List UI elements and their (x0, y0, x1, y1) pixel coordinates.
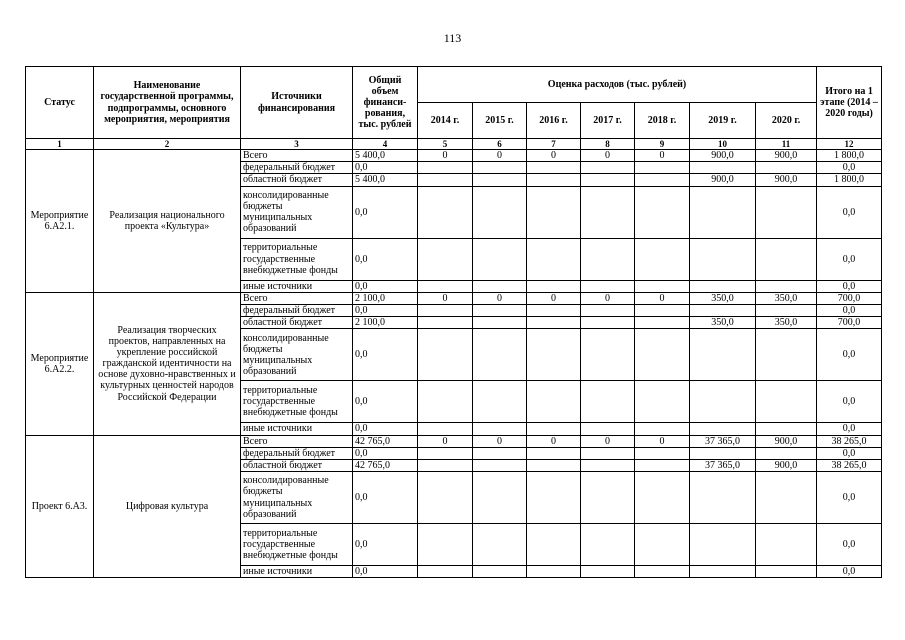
total-volume-cell: 0,0 (353, 238, 418, 280)
total-volume-cell: 0,0 (353, 423, 418, 435)
year-value-cell (418, 238, 473, 280)
stage-total-cell: 1 800,0 (817, 150, 882, 162)
source-cell: областной бюджет (241, 174, 353, 186)
total-volume-cell: 0,0 (353, 329, 418, 381)
source-cell: федеральный бюджет (241, 447, 353, 459)
column-number: 8 (581, 139, 635, 150)
total-volume-cell: 5 400,0 (353, 174, 418, 186)
year-value-cell (581, 447, 635, 459)
total-volume-cell: 0,0 (353, 524, 418, 566)
header-sources: Источники финансирования (241, 67, 353, 139)
total-volume-cell: 42 765,0 (353, 435, 418, 447)
year-value-cell (527, 280, 581, 292)
stage-total-cell: 700,0 (817, 292, 882, 304)
column-number: 9 (635, 139, 690, 150)
header-year: 2014 г. (418, 103, 473, 139)
header-stage-total: Итого на 1 этапе (2014 – 2020 годы) (817, 67, 882, 139)
year-value-cell (527, 238, 581, 280)
year-value-cell (581, 524, 635, 566)
column-number: 5 (418, 139, 473, 150)
header-year: 2020 г. (756, 103, 817, 139)
year-value-cell (473, 524, 527, 566)
column-number: 3 (241, 139, 353, 150)
year-value-cell (635, 329, 690, 381)
stage-total-cell: 0,0 (817, 162, 882, 174)
year-value-cell: 0 (635, 292, 690, 304)
year-value-cell (473, 381, 527, 423)
year-value-cell: 0 (527, 292, 581, 304)
year-value-cell (418, 447, 473, 459)
year-value-cell (635, 280, 690, 292)
year-value-cell (527, 162, 581, 174)
column-number: 1 (26, 139, 94, 150)
stage-total-cell: 38 265,0 (817, 435, 882, 447)
year-value-cell: 0 (473, 435, 527, 447)
year-value-cell (418, 186, 473, 238)
year-value-cell (527, 381, 581, 423)
year-value-cell (635, 459, 690, 471)
source-cell: Всего (241, 435, 353, 447)
source-cell: федеральный бюджет (241, 162, 353, 174)
total-volume-cell: 0,0 (353, 162, 418, 174)
year-value-cell (527, 329, 581, 381)
column-number: 2 (94, 139, 241, 150)
year-value-cell (635, 305, 690, 317)
year-value-cell (473, 423, 527, 435)
year-value-cell (635, 381, 690, 423)
column-number: 4 (353, 139, 418, 150)
year-value-cell (418, 566, 473, 578)
year-value-cell (690, 566, 756, 578)
total-volume-cell: 0,0 (353, 381, 418, 423)
header-year: 2019 г. (690, 103, 756, 139)
source-cell: иные источники (241, 566, 353, 578)
table-row (26, 292, 882, 304)
year-value-cell (635, 524, 690, 566)
year-value-cell (527, 566, 581, 578)
column-number: 10 (690, 139, 756, 150)
year-value-cell: 350,0 (690, 317, 756, 329)
year-value-cell (473, 162, 527, 174)
year-value-cell (527, 524, 581, 566)
status-cell: Мероприятие 6.А2.1. (26, 150, 94, 293)
year-value-cell (690, 238, 756, 280)
year-value-cell (581, 186, 635, 238)
year-value-cell (756, 381, 817, 423)
year-value-cell (581, 162, 635, 174)
stage-total-cell: 0,0 (817, 472, 882, 524)
year-value-cell (581, 305, 635, 317)
year-value-cell (527, 423, 581, 435)
column-number: 6 (473, 139, 527, 150)
header-estimate: Оценка расходов (тыс. рублей) (418, 67, 817, 103)
year-value-cell (690, 280, 756, 292)
total-volume-cell: 42 765,0 (353, 459, 418, 471)
year-value-cell (756, 472, 817, 524)
column-number: 7 (527, 139, 581, 150)
year-value-cell (581, 566, 635, 578)
year-value-cell: 900,0 (756, 174, 817, 186)
year-value-cell (418, 459, 473, 471)
header-status: Статус (26, 67, 94, 139)
year-value-cell (635, 162, 690, 174)
year-value-cell (418, 162, 473, 174)
stage-total-cell: 0,0 (817, 329, 882, 381)
year-value-cell: 0 (418, 292, 473, 304)
year-value-cell (473, 329, 527, 381)
total-volume-cell: 0,0 (353, 447, 418, 459)
stage-total-cell: 0,0 (817, 447, 882, 459)
year-value-cell: 350,0 (756, 317, 817, 329)
year-value-cell (690, 186, 756, 238)
source-cell: Всего (241, 292, 353, 304)
year-value-cell (418, 317, 473, 329)
year-value-cell (756, 238, 817, 280)
year-value-cell: 900,0 (756, 435, 817, 447)
year-value-cell (756, 329, 817, 381)
stage-total-cell: 0,0 (817, 423, 882, 435)
total-volume-cell: 0,0 (353, 280, 418, 292)
year-value-cell: 0 (581, 435, 635, 447)
year-value-cell (635, 186, 690, 238)
source-cell: территориальные государственные внебюджетные фонды (241, 381, 353, 423)
year-value-cell (690, 447, 756, 459)
year-value-cell (418, 381, 473, 423)
budget-table (25, 66, 882, 578)
source-cell: федеральный бюджет (241, 305, 353, 317)
total-volume-cell: 0,0 (353, 472, 418, 524)
total-volume-cell: 0,0 (353, 566, 418, 578)
source-cell: консолидированные бюджеты муниципальных образований (241, 329, 353, 381)
header-year: 2017 г. (581, 103, 635, 139)
column-number: 12 (817, 139, 882, 150)
source-cell: консолидированные бюджеты муниципальных образований (241, 472, 353, 524)
year-value-cell (581, 329, 635, 381)
year-value-cell: 350,0 (690, 292, 756, 304)
year-value-cell (473, 459, 527, 471)
year-value-cell (756, 186, 817, 238)
year-value-cell (527, 317, 581, 329)
year-value-cell (756, 162, 817, 174)
program-name-cell: Реализация национального проекта «Культура» (94, 150, 241, 293)
year-value-cell (635, 238, 690, 280)
year-value-cell (418, 305, 473, 317)
source-cell: иные источники (241, 423, 353, 435)
stage-total-cell: 700,0 (817, 317, 882, 329)
year-value-cell (635, 174, 690, 186)
stage-total-cell: 0,0 (817, 238, 882, 280)
header-year: 2018 г. (635, 103, 690, 139)
year-value-cell (418, 423, 473, 435)
year-value-cell: 0 (418, 150, 473, 162)
status-cell: Мероприятие 6.А2.2. (26, 292, 94, 435)
source-cell: консолидированные бюджеты муниципальных образований (241, 186, 353, 238)
year-value-cell (473, 566, 527, 578)
year-value-cell (690, 472, 756, 524)
year-value-cell (756, 447, 817, 459)
total-volume-cell: 0,0 (353, 305, 418, 317)
year-value-cell (581, 280, 635, 292)
year-value-cell (756, 280, 817, 292)
year-value-cell (473, 305, 527, 317)
year-value-cell (635, 317, 690, 329)
year-value-cell (690, 524, 756, 566)
year-value-cell (756, 524, 817, 566)
program-name-cell: Цифровая культура (94, 435, 241, 578)
stage-total-cell: 0,0 (817, 381, 882, 423)
year-value-cell: 0 (473, 292, 527, 304)
year-value-cell: 0 (473, 150, 527, 162)
page-number: 113 (443, 31, 462, 45)
year-value-cell (581, 472, 635, 524)
header-year: 2015 г. (473, 103, 527, 139)
header-year: 2016 г. (527, 103, 581, 139)
year-value-cell (527, 472, 581, 524)
year-value-cell (527, 459, 581, 471)
year-value-cell: 37 365,0 (690, 459, 756, 471)
year-value-cell: 900,0 (756, 150, 817, 162)
year-value-cell (418, 174, 473, 186)
stage-total-cell: 0,0 (817, 186, 882, 238)
stage-total-cell: 0,0 (817, 305, 882, 317)
status-cell: Проект 6.А3. (26, 435, 94, 578)
year-value-cell (418, 472, 473, 524)
year-value-cell (581, 459, 635, 471)
year-value-cell (581, 381, 635, 423)
stage-total-cell: 0,0 (817, 524, 882, 566)
year-value-cell (473, 174, 527, 186)
year-value-cell (635, 566, 690, 578)
table-row (26, 150, 882, 162)
total-volume-cell: 5 400,0 (353, 150, 418, 162)
year-value-cell (581, 317, 635, 329)
year-value-cell (473, 317, 527, 329)
column-number: 11 (756, 139, 817, 150)
source-cell: областной бюджет (241, 459, 353, 471)
budget-body (26, 150, 882, 578)
year-value-cell (473, 238, 527, 280)
year-value-cell (756, 305, 817, 317)
total-volume-cell: 2 100,0 (353, 292, 418, 304)
stage-total-cell: 0,0 (817, 566, 882, 578)
year-value-cell: 0 (418, 435, 473, 447)
total-volume-cell: 0,0 (353, 186, 418, 238)
year-value-cell: 900,0 (690, 150, 756, 162)
column-numbers-row (26, 139, 882, 150)
year-value-cell (581, 174, 635, 186)
year-value-cell (473, 447, 527, 459)
year-value-cell: 0 (581, 150, 635, 162)
year-value-cell (690, 162, 756, 174)
program-name-cell: Реализация творческих проектов, направленных на укрепление российской гражданской идентичности на основе духовно-нравственных и культурных ценностей народов Российской Федерации (94, 292, 241, 435)
year-value-cell: 0 (527, 150, 581, 162)
source-cell: территориальные государственные внебюджетные фонды (241, 524, 353, 566)
year-value-cell: 350,0 (756, 292, 817, 304)
year-value-cell: 0 (635, 150, 690, 162)
year-value-cell (473, 280, 527, 292)
table-row (26, 435, 882, 447)
year-value-cell (635, 447, 690, 459)
year-value-cell (756, 566, 817, 578)
year-value-cell: 900,0 (756, 459, 817, 471)
header-name: Наименование государственной программы, подпрограммы, основного мероприятия, мероприятия (94, 67, 241, 139)
year-value-cell (690, 423, 756, 435)
year-value-cell (418, 329, 473, 381)
year-value-cell (418, 524, 473, 566)
year-value-cell (527, 447, 581, 459)
year-value-cell (635, 472, 690, 524)
year-value-cell (473, 472, 527, 524)
stage-total-cell: 0,0 (817, 280, 882, 292)
year-value-cell: 37 365,0 (690, 435, 756, 447)
source-cell: областной бюджет (241, 317, 353, 329)
year-value-cell: 900,0 (690, 174, 756, 186)
year-value-cell (418, 280, 473, 292)
year-value-cell (527, 186, 581, 238)
year-value-cell (581, 423, 635, 435)
year-value-cell: 0 (527, 435, 581, 447)
source-cell: территориальные государственные внебюджетные фонды (241, 238, 353, 280)
year-value-cell (690, 381, 756, 423)
total-volume-cell: 2 100,0 (353, 317, 418, 329)
year-value-cell (756, 423, 817, 435)
year-value-cell (581, 238, 635, 280)
stage-total-cell: 1 800,0 (817, 174, 882, 186)
year-value-cell (527, 174, 581, 186)
year-value-cell (527, 305, 581, 317)
year-value-cell (635, 423, 690, 435)
year-value-cell: 0 (581, 292, 635, 304)
year-value-cell (690, 329, 756, 381)
year-value-cell: 0 (635, 435, 690, 447)
stage-total-cell: 38 265,0 (817, 459, 882, 471)
year-value-cell (473, 186, 527, 238)
header-total-volume: Общий объем финанси-рования, тыс. рублей (353, 67, 418, 139)
source-cell: Всего (241, 150, 353, 162)
source-cell: иные источники (241, 280, 353, 292)
year-value-cell (690, 305, 756, 317)
